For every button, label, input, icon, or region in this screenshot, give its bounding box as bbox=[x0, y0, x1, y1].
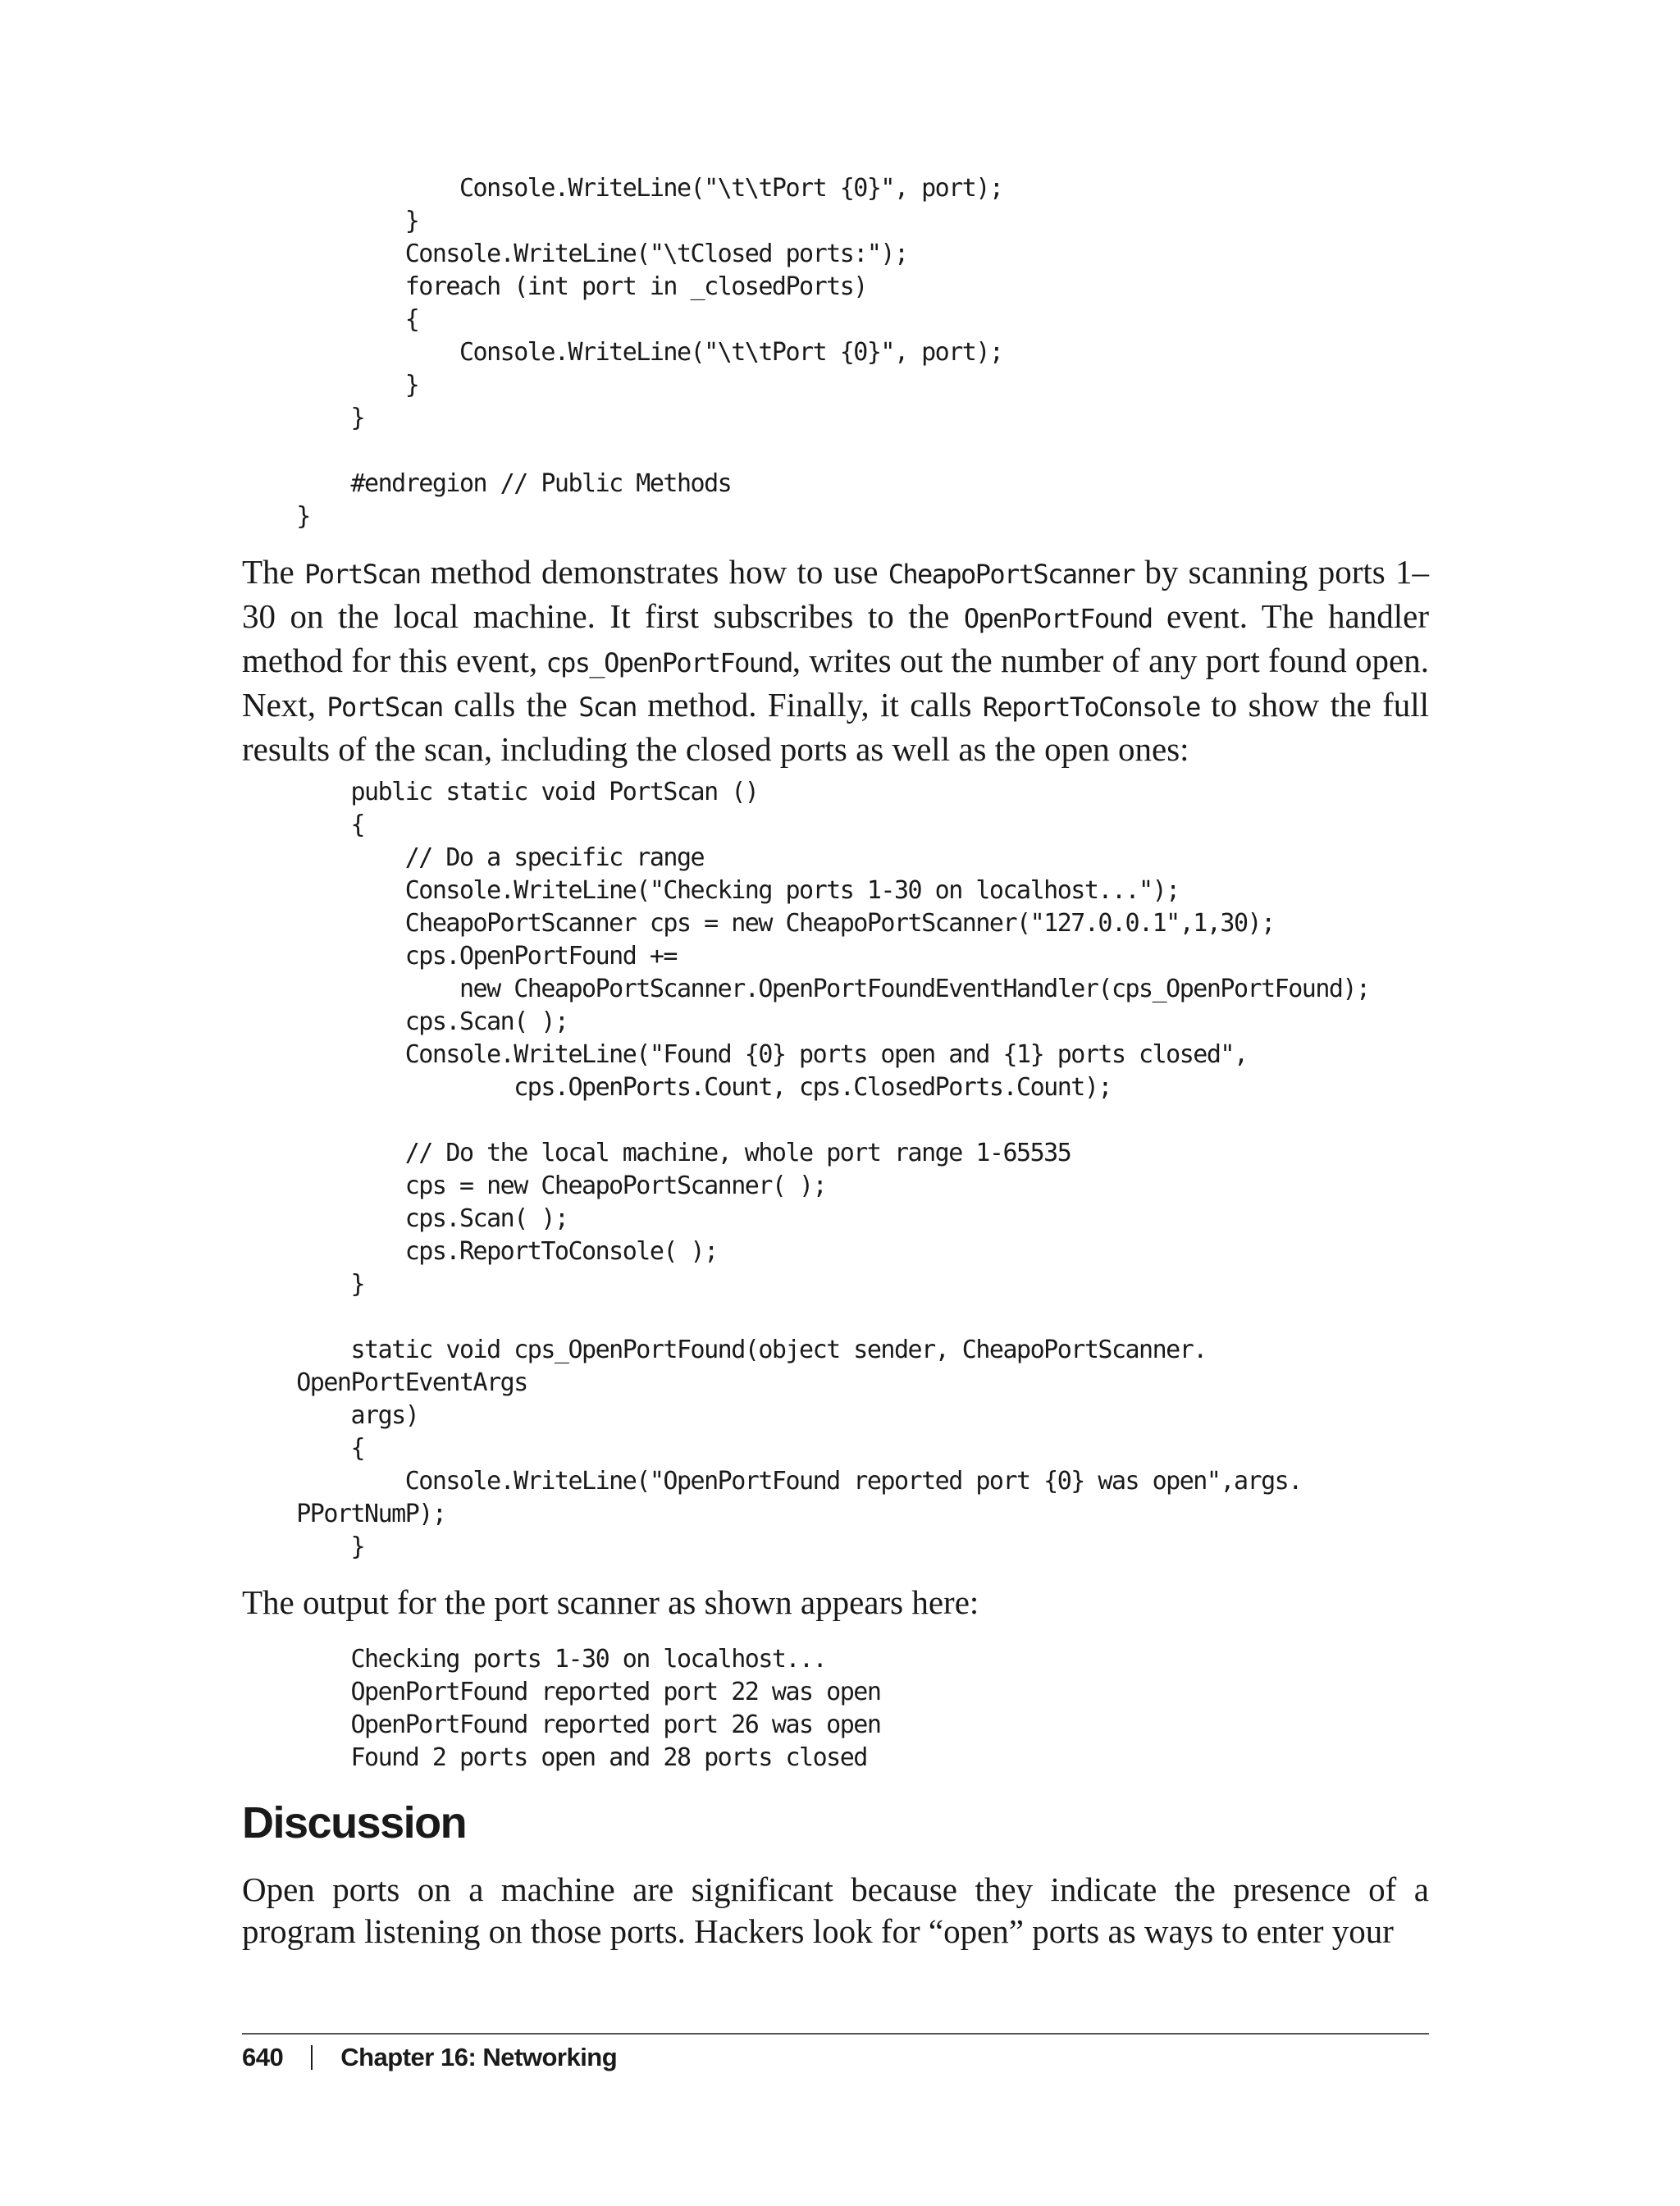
inline-code: PortScan bbox=[326, 692, 443, 723]
code-listing-top: Console.WriteLine("\t\tPort {0}", port); } Console.WriteLine("\tClosed ports:"); foreach (int port in _closedPorts) { Console.WriteLine("\t\tPort {0}", port); } } #endregion // Public Methods } bbox=[296, 174, 1003, 531]
inline-code: CheapoPortScanner bbox=[888, 559, 1135, 590]
body-paragraph-output: The output for the port scanner as shown appears here: bbox=[242, 1583, 979, 1621]
footer-rule bbox=[242, 2033, 1429, 2035]
page-number: 640 bbox=[242, 2043, 284, 2071]
body-paragraph-portscan bbox=[242, 551, 1429, 770]
inline-code: Scan bbox=[578, 692, 637, 723]
page-footer bbox=[242, 2041, 617, 2074]
para-text: calls the bbox=[442, 686, 579, 724]
para-text: by scanning ports 1–30 on the local machine. It first subscribes to the bbox=[242, 553, 1430, 635]
para-text: The bbox=[242, 553, 305, 591]
code-listing-output: Checking ports 1-30 on localhost... OpenPortFound reported port 22 was open OpenPortFound reported port 26 was open Found 2 ports open and 28 ports closed bbox=[350, 1645, 881, 1772]
para-text: method demonstrates how to use bbox=[420, 553, 888, 591]
para-text: event. The handler method for this event, bbox=[242, 597, 1429, 679]
inline-code: OpenPortFound bbox=[963, 603, 1153, 634]
inline-code: PortScan bbox=[304, 559, 421, 590]
code-listing-portscan: public static void PortScan () { // Do a specific range Console.WriteLine("Checking ports 1-30 on localhost..."); CheapoPortScanner cps = new CheapoPortScanner("127.0.0.1",1,30); cps.OpenPortFound += new CheapoPortScanner.OpenPortFoundEventHandler(cps_OpenPortFound); cps.Scan( ); Console.WriteLine("Found {0} ports open and {1} ports closed", cps.OpenPorts.Count, cps.ClosedPorts.Count); // Do the local machine, whole port range 1-65535 cps = new CheapoPortScanner( ); cps.Scan( ); cps.ReportToConsole( ); } static void cps_OpenPortFound(object sender, CheapoPortScanner. OpenPortEventArgs args) { Console.WriteLine("OpenPortFound reported port {0} was open",args. PPortNumP); } bbox=[296, 778, 1370, 1561]
para-text: , writes out the number of any port found open. Next, bbox=[242, 642, 1430, 724]
inline-code: cps_OpenPortFound bbox=[546, 647, 792, 678]
body-paragraph-discussion: Open ports on a machine are significant because they indicate the presence of a program listening on those ports. Hackers look for “open” ports as ways to enter your bbox=[242, 1870, 1429, 1950]
footer-separator bbox=[311, 2045, 313, 2070]
para-text: method. Finally, it calls bbox=[636, 686, 983, 724]
inline-code: ReportToConsole bbox=[982, 692, 1200, 723]
section-heading: Discussion bbox=[242, 1798, 467, 1847]
para-text: to show the full results of the scan, including the closed ports as well as the open ones: bbox=[242, 686, 1430, 768]
chapter-title: Chapter 16: Networking bbox=[340, 2043, 618, 2071]
